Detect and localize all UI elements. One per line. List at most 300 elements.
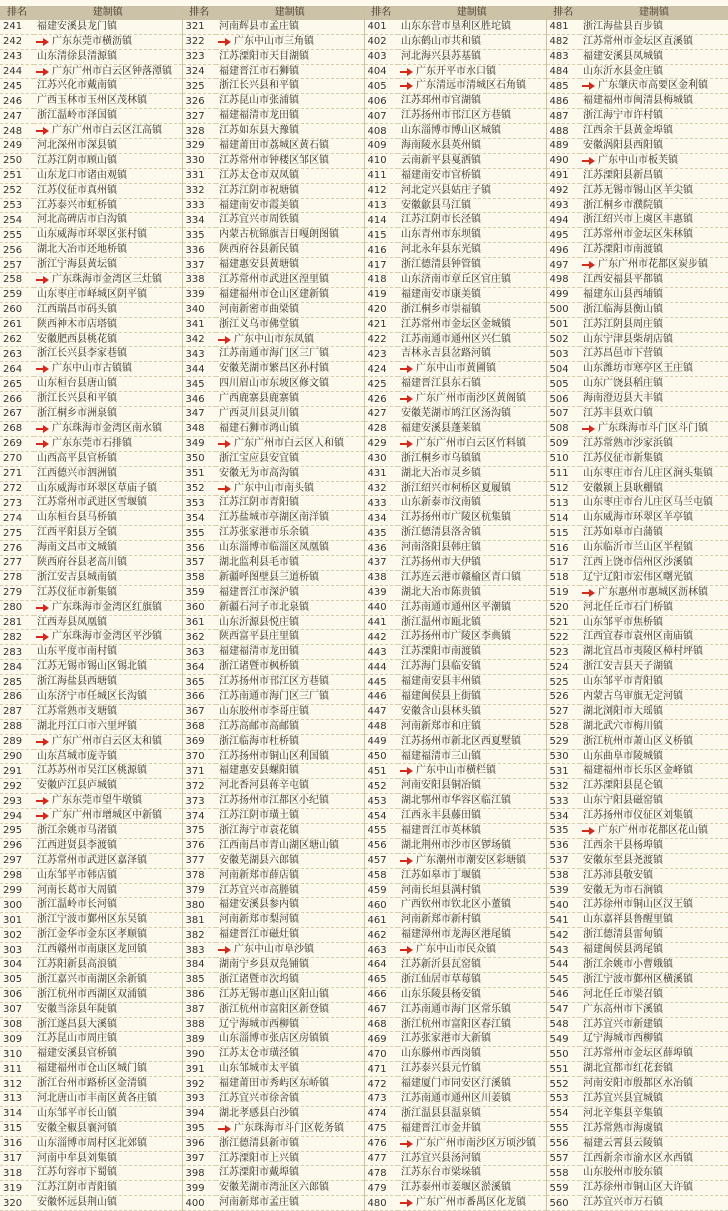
town-cell: [580, 794, 728, 809]
town-name: 广东珠海市斗门区斗门镇: [598, 422, 708, 434]
town-name: 福建晋江市磁灶镇: [219, 929, 299, 941]
town-name: 广西钦州市钦北区小董镇: [401, 899, 511, 911]
rank-cell: 477: [364, 1151, 398, 1166]
town-name: 河南安阳县铜冶镇: [401, 780, 481, 792]
town-name: 浙江宝应县安宜镇: [219, 452, 299, 464]
rank-cell: 469: [364, 1032, 398, 1047]
town-cell: [398, 704, 546, 719]
town-cell: [34, 675, 182, 690]
town-cell: [34, 585, 182, 600]
rank-cell: 546: [546, 987, 580, 1002]
rank-cell: 485: [546, 79, 580, 94]
town-cell: [580, 1121, 728, 1136]
rank-cell: 269: [0, 436, 34, 451]
town-cell: [398, 779, 546, 794]
town-cell: [398, 749, 546, 764]
town-name: 江苏邳州市官湖镇: [401, 95, 481, 107]
town-cell: [580, 20, 728, 34]
town-cell: [216, 1002, 364, 1017]
town-cell: [34, 198, 182, 213]
town-cell: [398, 734, 546, 749]
town-cell: [580, 302, 728, 317]
red-arrow-icon: [582, 827, 594, 835]
town-cell: [398, 555, 546, 570]
town-name: 山东青州市东坝镇: [401, 229, 481, 241]
town-name: 江西赣州市南康区龙回镇: [37, 944, 147, 956]
table-row: [0, 407, 728, 422]
rank-cell: 248: [0, 124, 34, 139]
town-cell: [34, 719, 182, 734]
table-row: [0, 794, 728, 809]
town-name: 浙江嘉兴市南湖区余新镇: [37, 973, 147, 985]
town-cell: [580, 466, 728, 481]
rank-cell: 362: [182, 630, 216, 645]
rank-cell: 504: [546, 362, 580, 377]
town-cell: [216, 1077, 364, 1092]
table-row: [0, 764, 728, 779]
town-name: 福建南安县丰州镇: [401, 676, 481, 688]
town-name: 广东珠海市金湾区平沙镇: [52, 631, 162, 643]
town-name: 江西瑞昌市码头镇: [37, 303, 117, 315]
red-arrow-icon: [400, 767, 412, 775]
rank-cell: 378: [182, 868, 216, 883]
table-row: [0, 779, 728, 794]
rank-cell: 354: [182, 511, 216, 526]
town-name: 安徽涡阳县西阳镇: [583, 140, 663, 152]
rank-cell: 366: [182, 689, 216, 704]
town-name: 浙江杭州市富阳区春江镇: [401, 1018, 511, 1030]
rank-cell: 387: [182, 1002, 216, 1017]
table-row: [0, 124, 728, 139]
town-cell: [34, 749, 182, 764]
rank-cell: 479: [364, 1181, 398, 1196]
rank-cell: 525: [546, 675, 580, 690]
rank-cell: 475: [364, 1121, 398, 1136]
town-cell: [34, 928, 182, 943]
table-row: [0, 436, 728, 451]
table-row: [0, 94, 728, 109]
town-cell: [216, 1047, 364, 1062]
town-cell: [398, 585, 546, 600]
town-name: 海南文昌市文城镇: [37, 542, 117, 554]
rank-cell: 322: [182, 34, 216, 49]
rank-cell: 509: [546, 436, 580, 451]
town-cell: [398, 183, 546, 198]
rank-cell: 435: [364, 526, 398, 541]
rank-cell: 551: [546, 1062, 580, 1077]
town-name: 江苏常州市武进区嘉泽镇: [37, 854, 147, 866]
rank-cell: 534: [546, 809, 580, 824]
table-row: [0, 749, 728, 764]
rank-cell: 532: [546, 779, 580, 794]
town-cell: [398, 809, 546, 824]
town-name: 山东济南市章丘区官庄镇: [401, 274, 511, 286]
town-cell: [398, 511, 546, 526]
rank-cell: 413: [364, 198, 398, 213]
rank-cell: 254: [0, 213, 34, 228]
town-name: 内蒙古乌审旗无定河镇: [583, 690, 683, 702]
rank-cell: 424: [364, 362, 398, 377]
town-name: 河北辛集县辛集镇: [583, 1107, 663, 1119]
town-cell: [580, 481, 728, 496]
town-cell: [580, 168, 728, 183]
town-name: 山东鹤山市共和镇: [401, 35, 481, 47]
rank-cell: 450: [364, 749, 398, 764]
town-name: 江西新余市渝水区水西镇: [583, 1152, 693, 1164]
rank-cell: 246: [0, 94, 34, 109]
town-name: 河南长葛市大周镇: [37, 884, 117, 896]
town-cell: [216, 585, 364, 600]
red-arrow-icon: [36, 604, 48, 612]
town-cell: [580, 109, 728, 124]
town-name: 浙江桐乡市乌镇镇: [401, 452, 481, 464]
town-cell: [34, 630, 182, 645]
town-cell: [398, 94, 546, 109]
town-name: 江苏江阴市青阳镇: [37, 1182, 117, 1194]
rank-cell: 495: [546, 228, 580, 243]
town-name: 江苏无锡市锡山区锡北镇: [37, 661, 147, 673]
table-row: [0, 555, 728, 570]
town-cell: [398, 928, 546, 943]
rank-cell: 351: [182, 466, 216, 481]
town-cell: [398, 34, 546, 49]
red-arrow-icon: [582, 425, 594, 433]
town-cell: [398, 481, 546, 496]
town-name: 河南新郑市和庄镇: [401, 720, 481, 732]
rank-cell: 286: [0, 689, 34, 704]
rank-cell: 384: [182, 958, 216, 973]
town-name: 山东广饶县稻庄镇: [583, 378, 663, 390]
town-name: 浙江温岭市泽国镇: [37, 110, 117, 122]
town-name: 广东广州市白云区竹料镇: [416, 437, 526, 449]
town-cell: [398, 377, 546, 392]
rank-cell: 491: [546, 168, 580, 183]
rank-cell: 278: [0, 570, 34, 585]
town-name: 安徽当涂县年陡镇: [37, 1003, 117, 1015]
town-name: 江苏仪征市新集镇: [37, 586, 117, 598]
town-cell: [580, 258, 728, 273]
town-name: 江苏仪征市真州镇: [37, 184, 117, 196]
rank-cell: 519: [546, 585, 580, 600]
rank-cell: 415: [364, 228, 398, 243]
town-cell: [398, 362, 546, 377]
town-name: 安徽歙县马江镇: [401, 199, 471, 211]
rank-cell: 405: [364, 79, 398, 94]
rank-cell: 399: [182, 1181, 216, 1196]
town-name: 江苏昆山市张浦镇: [219, 95, 299, 107]
town-cell: [34, 1181, 182, 1196]
town-cell: [580, 1181, 728, 1196]
rank-cell: 317: [0, 1151, 34, 1166]
town-name: 河南洛阳县韩庄镇: [401, 542, 481, 554]
rank-cell: 259: [0, 287, 34, 302]
rank-cell: 280: [0, 600, 34, 615]
red-arrow-icon: [400, 68, 412, 76]
table-row: [0, 511, 728, 526]
town-cell: [580, 958, 728, 973]
rank-cell: 444: [364, 660, 398, 675]
rank-cell: 437: [364, 555, 398, 570]
town-name: 浙江桐乡市濮院镇: [583, 199, 663, 211]
town-name: 安徽芜湖市湾沚区六郎镇: [219, 1182, 329, 1194]
red-arrow-icon: [36, 797, 48, 805]
town-cell: [398, 600, 546, 615]
table-row: [0, 347, 728, 362]
town-name: 安徽芜湖县六郎镇: [219, 854, 299, 866]
town-cell: [216, 630, 364, 645]
rank-cell: 550: [546, 1047, 580, 1062]
table-row: [0, 332, 728, 347]
rank-cell: 271: [0, 466, 34, 481]
town-name: 广东中山市横栏镇: [416, 765, 496, 777]
rank-cell: 350: [182, 451, 216, 466]
town-name: 浙江临海市杜桥镇: [219, 735, 299, 747]
town-name: 湖北孝感县白沙镇: [219, 1107, 299, 1119]
town-cell: [34, 64, 182, 79]
town-cell: [398, 332, 546, 347]
town-name: 安徽肥西县桃花镇: [37, 333, 117, 345]
town-cell: [398, 958, 546, 973]
town-cell: [398, 823, 546, 838]
town-name: 浙江德清县新市镇: [219, 1137, 299, 1149]
town-name: 江苏宜兴市高塍镇: [219, 884, 299, 896]
town-cell: [398, 421, 546, 436]
table-row: [0, 273, 728, 288]
red-arrow-icon: [36, 738, 48, 746]
town-name: 安徽颍上县耿棚镇: [583, 482, 663, 494]
table-header-row: [0, 6, 728, 20]
town-name: 山东威海市环翠区张村镇: [37, 229, 147, 241]
town-cell: [216, 273, 364, 288]
table-row: [0, 496, 728, 511]
rank-cell: 538: [546, 868, 580, 883]
town-cell: [580, 34, 728, 49]
table-row: [0, 79, 728, 94]
rank-cell: 428: [364, 421, 398, 436]
town-cell: [580, 1106, 728, 1121]
rank-cell: 425: [364, 377, 398, 392]
town-cell: [580, 526, 728, 541]
rank-cell: 404: [364, 64, 398, 79]
town-cell: [34, 1196, 182, 1211]
rank-cell: 337: [182, 258, 216, 273]
town-name: 江苏南通市海门区三厂镇: [219, 690, 329, 702]
town-name: 江苏句容市下蜀镇: [37, 1167, 117, 1179]
town-cell: [34, 392, 182, 407]
rank-cell: 363: [182, 645, 216, 660]
table-row: [0, 972, 728, 987]
town-cell: [398, 436, 546, 451]
town-cell: [398, 496, 546, 511]
table-row: [0, 243, 728, 258]
rank-cell: 506: [546, 392, 580, 407]
rank-cell: 258: [0, 273, 34, 288]
table-row: [0, 139, 728, 154]
town-cell: [398, 213, 546, 228]
town-name: 江苏扬州市仪征区刘集镇: [583, 810, 693, 822]
rank-cell: 249: [0, 139, 34, 154]
rank-cell: 325: [182, 79, 216, 94]
town-cell: [34, 1032, 182, 1047]
rank-cell: 547: [546, 1002, 580, 1017]
town-cell: [216, 809, 364, 824]
town-cell: [398, 302, 546, 317]
town-cell: [216, 1166, 364, 1181]
rank-cell: 311: [0, 1062, 34, 1077]
rank-cell: 304: [0, 958, 34, 973]
town-cell: [216, 34, 364, 49]
town-name: 四川眉山市东坡区修文镇: [219, 378, 329, 390]
town-cell: [216, 496, 364, 511]
rank-cell: 454: [364, 809, 398, 824]
red-arrow-icon: [400, 1199, 412, 1207]
rank-cell: 275: [0, 526, 34, 541]
town-cell: [34, 1151, 182, 1166]
town-name: 浙江绍兴市柯桥区夏履镇: [401, 482, 511, 494]
rank-cell: 421: [364, 317, 398, 332]
town-name: 福建石狮市鸿山镇: [219, 422, 299, 434]
town-cell: [216, 94, 364, 109]
town-name: 山东邹城市太平镇: [219, 1063, 299, 1075]
rank-cell: 367: [182, 704, 216, 719]
table-row: [0, 913, 728, 928]
town-cell: [34, 183, 182, 198]
town-name: 山东沂源县悦庄镇: [219, 616, 299, 628]
rank-cell: 486: [546, 94, 580, 109]
town-cell: [216, 779, 364, 794]
rank-cell: 368: [182, 719, 216, 734]
town-name: 江苏徐州市铜山区大许镇: [583, 1182, 693, 1194]
town-cell: [216, 213, 364, 228]
rank-cell: 524: [546, 660, 580, 675]
town-cell: [34, 1077, 182, 1092]
table-row: [0, 1166, 728, 1181]
town-cell: [34, 704, 182, 719]
town-name: 内蒙古杭锦旗吉日嘎朗图镇: [219, 229, 339, 241]
town-cell: [216, 972, 364, 987]
town-name: 山东嘉祥县鲁醒里镇: [583, 914, 673, 926]
rank-cell: 316: [0, 1136, 34, 1151]
town-name: 福建福州市仓山区城门镇: [37, 1063, 147, 1075]
rank-cell: 520: [546, 600, 580, 615]
rank-cell: 545: [546, 972, 580, 987]
rank-cell: 331: [182, 168, 216, 183]
rank-cell: 314: [0, 1106, 34, 1121]
town-cell: [34, 1047, 182, 1062]
rank-cell: 453: [364, 794, 398, 809]
town-name: 江苏溧阳市南渡镇: [401, 646, 481, 658]
rank-cell: 493: [546, 198, 580, 213]
town-cell: [216, 436, 364, 451]
town-name: 辽宁海城市西柳镇: [219, 1018, 299, 1030]
town-cell: [34, 347, 182, 362]
rank-cell: 401: [364, 20, 398, 34]
rank-cell: 355: [182, 526, 216, 541]
rank-cell: 242: [0, 34, 34, 49]
table-row: [0, 109, 728, 124]
town-name: 河北永年县东光镇: [401, 244, 481, 256]
town-name: 广东惠州市惠城区沥林镇: [598, 586, 708, 598]
town-cell: [398, 764, 546, 779]
rank-cell: 447: [364, 704, 398, 719]
town-cell: [580, 943, 728, 958]
town-name: 广东广州市白云区钟落潭镇: [52, 65, 172, 77]
town-cell: [34, 883, 182, 898]
town-cell: [34, 258, 182, 273]
town-cell: [398, 943, 546, 958]
town-name: 江苏常熟市海虞镇: [583, 1122, 663, 1134]
rank-cell: 433: [364, 496, 398, 511]
town-name: 安徽无为市高沟镇: [219, 467, 299, 479]
rank-cell: 423: [364, 347, 398, 362]
town-name: 浙江宁波市鄞州区东吴镇: [37, 914, 147, 926]
town-cell: [34, 1092, 182, 1107]
town-name: 广西玉林市玉州区茂林镇: [37, 95, 147, 107]
rank-cell: 406: [364, 94, 398, 109]
town-name: 江西宜春市袁州区南庙镇: [583, 631, 693, 643]
town-name: 江西余干县黄金埠镇: [583, 125, 673, 137]
town-cell: [398, 838, 546, 853]
town-cell: [398, 407, 546, 422]
town-name: 江苏溧阳市上兴镇: [219, 1152, 299, 1164]
town-cell: [580, 392, 728, 407]
red-arrow-icon: [36, 425, 48, 433]
table-row: [0, 481, 728, 496]
rank-cell: 361: [182, 615, 216, 630]
town-name: 河南安阳市殷都区水冶镇: [583, 1078, 693, 1090]
town-name: 江西进贤县李渡镇: [37, 839, 117, 851]
town-cell: [398, 1106, 546, 1121]
town-name: 福建晋江市石狮镇: [219, 65, 299, 77]
town-cell: [216, 481, 364, 496]
town-cell: [398, 526, 546, 541]
town-cell: [34, 734, 182, 749]
rank-cell: 344: [182, 362, 216, 377]
town-cell: [580, 64, 728, 79]
town-cell: [580, 79, 728, 94]
town-cell: [34, 853, 182, 868]
town-name: 安徽全椒县襄河镇: [37, 1122, 117, 1134]
table-row: [0, 1181, 728, 1196]
rank-cell: 305: [0, 972, 34, 987]
rank-cell: 306: [0, 987, 34, 1002]
rank-cell: 346: [182, 392, 216, 407]
town-cell: [34, 1136, 182, 1151]
rank-cell: 420: [364, 302, 398, 317]
rank-cell: 457: [364, 853, 398, 868]
rank-cell: 360: [182, 600, 216, 615]
table-row: [0, 421, 728, 436]
rank-cell: 533: [546, 794, 580, 809]
town-cell: [580, 928, 728, 943]
rank-cell: 312: [0, 1077, 34, 1092]
town-name: 江苏溧阳市天目湖镇: [219, 50, 309, 62]
town-cell: [216, 421, 364, 436]
town-name: 河南新郑市新村镇: [401, 914, 481, 926]
town-cell: [216, 49, 364, 64]
town-name: 江苏常州市金坛区直溪镇: [583, 35, 693, 47]
red-arrow-icon: [400, 440, 412, 448]
town-name: 广东广州市花都区炭步镇: [598, 259, 708, 271]
town-name: 广东珠海市金湾区南水镇: [52, 422, 162, 434]
rank-cell: 287: [0, 704, 34, 719]
rank-cell: 255: [0, 228, 34, 243]
town-cell: [216, 139, 364, 154]
town-cell: [580, 868, 728, 883]
town-cell: [398, 660, 546, 675]
rank-cell: 494: [546, 213, 580, 228]
rank-cell: 459: [364, 883, 398, 898]
